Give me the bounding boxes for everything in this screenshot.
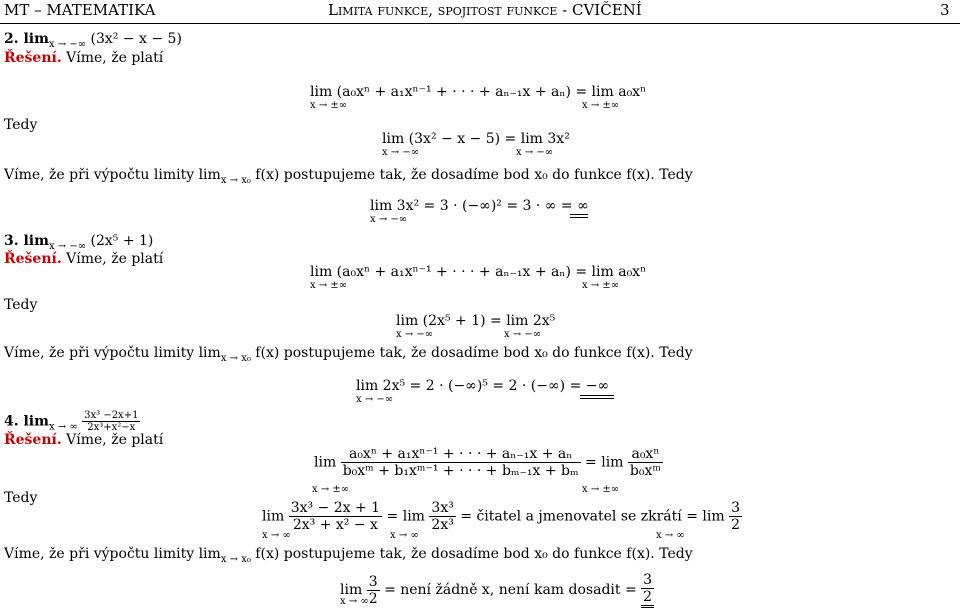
p4-step-eq: = lim: [386, 508, 425, 525]
p3-result-sub: x → −∞: [356, 394, 394, 405]
p2-result: lim 3x² = 3 · (−∞)² = 3 · ∞ = ∞: [370, 198, 589, 214]
p2-step-sub-left: x → −∞: [382, 147, 420, 158]
p4-step-den-2: 2x³: [431, 517, 454, 533]
p4-rule-text: Víme, že při výpočtu limity lim: [4, 546, 221, 562]
p2-result-underline-1: [570, 214, 588, 215]
p4-formula-rden: b₀xᵐ: [629, 463, 661, 479]
p4-result-den-1: 2: [368, 590, 378, 607]
p4-result-num-1: 3: [368, 573, 378, 590]
p4-formula-fraction: [341, 446, 581, 479]
p2-formula-sub-left: x → ±∞: [310, 100, 348, 111]
p4-step-den-1: 2x³ + x² − x: [292, 517, 378, 533]
header-title: Limita funkce, spojitost funkce - CVIČENÍ: [328, 1, 642, 19]
p3-tedy: Tedy: [4, 297, 38, 313]
p4-step-lim-1: lim: [262, 508, 285, 525]
p2-formula-sub-right: x → ±∞: [582, 100, 620, 111]
header-rule: [0, 23, 960, 24]
p3-title-label: 3. lim: [4, 233, 49, 249]
problem-2-title: [4, 31, 182, 50]
p3-title-sub: x → −∞: [48, 240, 87, 252]
p2-title-sub: x → −∞: [48, 38, 87, 50]
p4-step-lim-3: lim: [702, 508, 725, 525]
p2-intro: Víme, že platí: [66, 50, 164, 66]
p4-title-den: 2x³+x²−x: [87, 422, 136, 433]
p4-title-num: 3x³ −2x+1: [84, 410, 139, 421]
p4-tedy: Tedy: [4, 490, 38, 506]
p4-title-sub: x → ∞: [48, 421, 78, 433]
p2-solution-label: Řešení.: [4, 50, 62, 66]
p3-solution-line: [4, 251, 163, 267]
p4-formula-rnum: a₀xⁿ: [628, 446, 663, 463]
p4-result: [340, 572, 654, 608]
p4-step-fraction-3: [729, 500, 742, 533]
p3-step-sub-right: x → −∞: [504, 329, 542, 340]
p2-solution-line: [4, 50, 163, 66]
p4-formula-eq: = lim: [585, 454, 624, 471]
p2-step: lim (3x² − x − 5) = lim 3x²: [382, 131, 570, 147]
p3-result: lim 2x⁵ = 2 · (−∞)⁵ = 2 · (−∞) = −∞: [356, 378, 610, 394]
p4-solution-label: Řešení.: [4, 432, 62, 448]
p4-step-den-3: 2: [731, 517, 740, 533]
p3-intro: Víme, že platí: [66, 251, 164, 267]
problem-3-title: [4, 233, 153, 252]
p4-step-num-3: 3: [731, 500, 740, 516]
p2-tedy: Tedy: [4, 117, 38, 133]
p4-result-den-2: 2: [641, 589, 654, 608]
header-course: MT – MATEMATIKA: [4, 1, 156, 19]
p4-formula-den: b₀xᵐ + b₁xᵐ⁻¹ + · · · + bₘ₋₁x + bₘ: [342, 463, 579, 479]
p4-step: [262, 500, 742, 533]
p3-formula-sub-right: x → ±∞: [582, 280, 620, 291]
p4-step-fraction-2: [429, 500, 455, 533]
p4-rule-rest: f(x) postupujeme tak, že dosadíme bod x₀ do funkce f(x). Tedy: [255, 546, 693, 562]
p4-rule-sub: x → x₀: [220, 553, 251, 565]
p4-result-sub: x → ∞: [340, 596, 369, 607]
p2-rule-sub: x → x₀: [220, 174, 251, 186]
p3-general-formula: lim (a₀xⁿ + a₁xⁿ⁻¹ + · · · + aₙ₋₁x + aₙ) = lim a₀xⁿ: [310, 264, 647, 280]
p4-title-fraction: [82, 410, 140, 433]
p2-result-underline-2: [570, 217, 588, 218]
p2-rule-rest: f(x) postupujeme tak, že dosadíme bod x₀ do funkce f(x). Tedy: [255, 167, 693, 183]
p2-title-expr: (3x² − x − 5): [90, 31, 182, 47]
p4-step-sub-2: x → ∞: [390, 530, 419, 541]
p4-formula-sub-right: x → ±∞: [582, 484, 620, 495]
p2-result-sub: x → −∞: [370, 214, 408, 225]
p4-lim-label: lim: [314, 454, 337, 471]
problem-4-title: [4, 410, 140, 433]
p4-step-sub-3: x → ∞: [656, 530, 685, 541]
p3-rule: [4, 345, 693, 364]
p3-formula-sub-left: x → ±∞: [310, 280, 348, 291]
p2-general-formula: [310, 84, 646, 100]
p4-step-text: = čitatel a jmenovatel se zkrátí =: [460, 508, 698, 525]
p4-formula-num: a₀xⁿ + a₁xⁿ⁻¹ + · · · + aₙ₋₁x + aₙ: [341, 446, 581, 463]
p2-title-label: 2. lim: [4, 31, 49, 47]
p3-step: lim (2x⁵ + 1) = lim 2x⁵: [396, 313, 556, 329]
p3-rule-sub: x → x₀: [220, 352, 251, 364]
p4-title-label: 4. lim: [4, 413, 49, 430]
p3-step-sub-left: x → −∞: [396, 329, 434, 340]
p2-rule-text: Víme, že při výpočtu limity lim: [4, 167, 221, 183]
p4-solution-line: [4, 432, 163, 448]
p4-step-num-1: 3x³ − 2x + 1: [290, 500, 381, 516]
p4-step-num-2: 3x³: [431, 500, 454, 516]
p3-result-underline-2: [580, 398, 614, 399]
p4-result-fraction-2: [641, 572, 654, 608]
header-page: 3: [940, 1, 950, 19]
p2-step-sub-right: x → −∞: [516, 147, 554, 158]
p4-result-text: = není žádně x, není kam dosadit =: [384, 582, 637, 598]
p2-formula-text: lim (a₀xⁿ + a₁xⁿ⁻¹ + · · · + aₙ₋₁x + aₙ) = lim a₀xⁿ: [310, 84, 647, 100]
p4-step-fraction-1: [289, 500, 382, 533]
p3-title-expr: (2x⁵ + 1): [90, 233, 154, 249]
p2-rule: [4, 167, 693, 186]
p3-rule-text: Víme, že při výpočtu limity lim: [4, 345, 221, 361]
p3-result-underline-1: [580, 395, 614, 396]
p4-formula-rfraction: [628, 446, 663, 479]
p3-rule-rest: f(x) postupujeme tak, že dosadíme bod x₀ do funkce f(x). Tedy: [255, 345, 693, 361]
p4-rule: [4, 546, 693, 565]
p4-step-sub-1: x → ∞: [262, 530, 291, 541]
p4-general-formula: [314, 446, 663, 479]
p4-formula-sub-left: x → ±∞: [312, 484, 350, 495]
p4-intro: Víme, že platí: [66, 432, 164, 448]
p3-solution-label: Řešení.: [4, 251, 62, 267]
p4-result-num-2: 3: [643, 572, 653, 588]
p4-result-lim: lim: [340, 582, 363, 598]
